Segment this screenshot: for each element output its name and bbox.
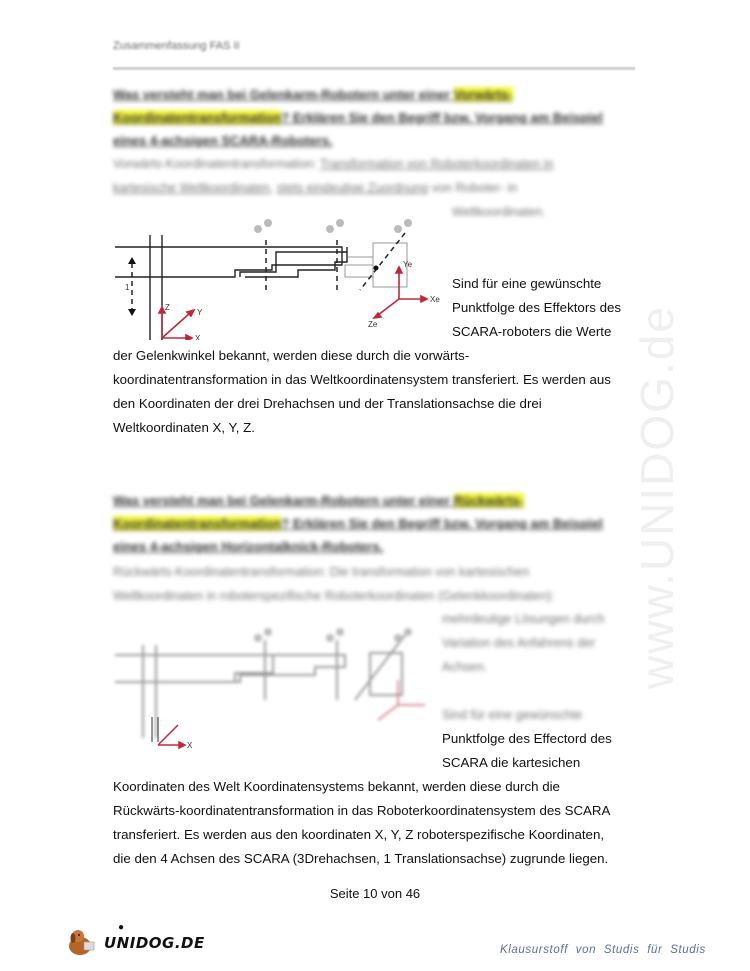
answer-1-line-3: Weltkoordinaten. [452, 205, 546, 219]
header-divider [113, 67, 635, 70]
answer-2-line-1: Rückwärts-Koordinatentransformation: Die transformation von kartesischen [113, 565, 530, 579]
inverse-base-axes [148, 712, 198, 752]
body-line: Koordinaten des Welt Koordinatensystems bekannt, werden diese durch die [113, 779, 560, 794]
answer-1-sep: , [269, 181, 277, 195]
side-text-1-line: SCARA-roboters die Werte [452, 324, 612, 339]
side-blur-2 [442, 607, 605, 679]
question-2-rest: ? Erklären Sie den Begriff bzw. Vorgang am Beispiel eines 4-achsigen Horizontalknick-Roboters. [113, 516, 603, 554]
axis-label-ye: Ye [403, 260, 413, 269]
body-line: die den 4 Achsen des SCARA (3Drehachsen, 1 Translationsachse) zugrunde liegen. [113, 851, 609, 866]
logo-text: UNIDOG.DE [104, 934, 205, 952]
effector-box [373, 243, 407, 287]
body-line: Weltkoordinaten X, Y, Z. [113, 420, 255, 435]
watermark: www.UNIDOG.de [631, 305, 683, 689]
body-paragraph-1 [113, 344, 611, 440]
answer-1-line-2 [113, 176, 517, 200]
axis-label-ze: Ze [368, 320, 378, 329]
side-blur-line: Achsen. [442, 660, 488, 674]
question-2-highlight: Rückwärts- [453, 493, 524, 508]
answer-1-line-1 [113, 152, 554, 176]
answer-1-underlined: Transformation von Roboterkoordinaten in [319, 157, 554, 171]
side-text-1-line: Punktfolge des Effektors des [452, 300, 622, 315]
side-blur-line: mehrdeutige Lösungen durch [442, 612, 605, 626]
answer-1-underlined-2: kartesische Weltkoordinaten [113, 181, 270, 195]
scara-forward-diagram [115, 215, 445, 340]
question-1 [113, 83, 638, 152]
side-text-1 [452, 272, 621, 344]
side-blur-line: Variation des Anfahrens der [442, 636, 596, 650]
arm-link-3 [345, 257, 373, 277]
answer-2-line-2: Weltkoordinaten in roboterspezifische Roboterkoordinaten (Gelenkkoordinaten): [113, 589, 555, 603]
question-2-highlight-2: Koordinatentransformation [113, 516, 282, 531]
body-line: der Gelenkwinkel bekannt, werden diese durch die vorwärts- [113, 348, 470, 363]
side-text-2-line: Punktfolge des Effectord des [442, 731, 612, 746]
answer-1-tail: von Roboter- in [428, 181, 518, 195]
footer-slogan: Klausurstoff von Studis für Studis [500, 944, 706, 956]
axis-label-z: Z [165, 303, 170, 312]
travel-label: 1 [125, 283, 130, 292]
gripper-icons [254, 219, 412, 233]
side-text-2 [442, 727, 612, 775]
question-2-text: Was versteht man bei Gelenkarm-Robotern unter einer [113, 493, 454, 508]
question-1-text: Was versteht man bei Gelenkarm-Robotern unter einer [113, 87, 454, 102]
body-line: koordinatentransformation in das Weltkoordinatensystem transferiert. Es werden aus [113, 372, 611, 387]
side-text-1-line: Sind für eine gewünschte [452, 276, 602, 291]
body-paragraph-2 [113, 775, 610, 871]
body-line: Rückwärts-koordinatentransformation in das Roboterkoordinatensystem des SCARA [113, 803, 611, 818]
dog-mascot-icon [66, 928, 100, 958]
side-text-2-line: SCARA die kartesichen [442, 755, 581, 770]
question-1-highlight-2: Koordinatentransformation [113, 110, 282, 125]
footer-logo[interactable] [66, 922, 205, 958]
question-2 [113, 489, 638, 558]
axis-label-x: X [195, 334, 201, 340]
effector-point [374, 266, 379, 271]
question-1-highlight: Vorwärts- [453, 87, 513, 102]
body-line: transferiert. Es werden aus den koordinaten X, Y, Z roboterspezifische Koordinaten, [113, 827, 605, 842]
body-line: den Koordinaten der drei Drehachsen und der Translationsachse die drei [113, 396, 542, 411]
effector-axes [374, 267, 427, 318]
side-text-2-blur: Sind für eine gewünschte [442, 708, 583, 722]
axis-label-y: Y [197, 308, 203, 317]
document-header-title: Zusammenfassung FAS II [113, 40, 240, 52]
axis-label-xe: Xe [430, 295, 440, 304]
page-number: Seite 10 von 46 [329, 886, 421, 901]
paw-icon: ● [118, 922, 125, 933]
answer-1-label: Vorwärts-Koordinatentransformation: [113, 157, 320, 171]
question-1-rest: ? Erklären Sie den Begriff bzw. Vorgang am Beispiel eines 4-achsigen SCARA-Roboters. [113, 110, 603, 148]
answer-1-underlined-3: stets eindeutige Zuordnung [276, 181, 429, 195]
axis-label-x-2: X [187, 741, 193, 750]
